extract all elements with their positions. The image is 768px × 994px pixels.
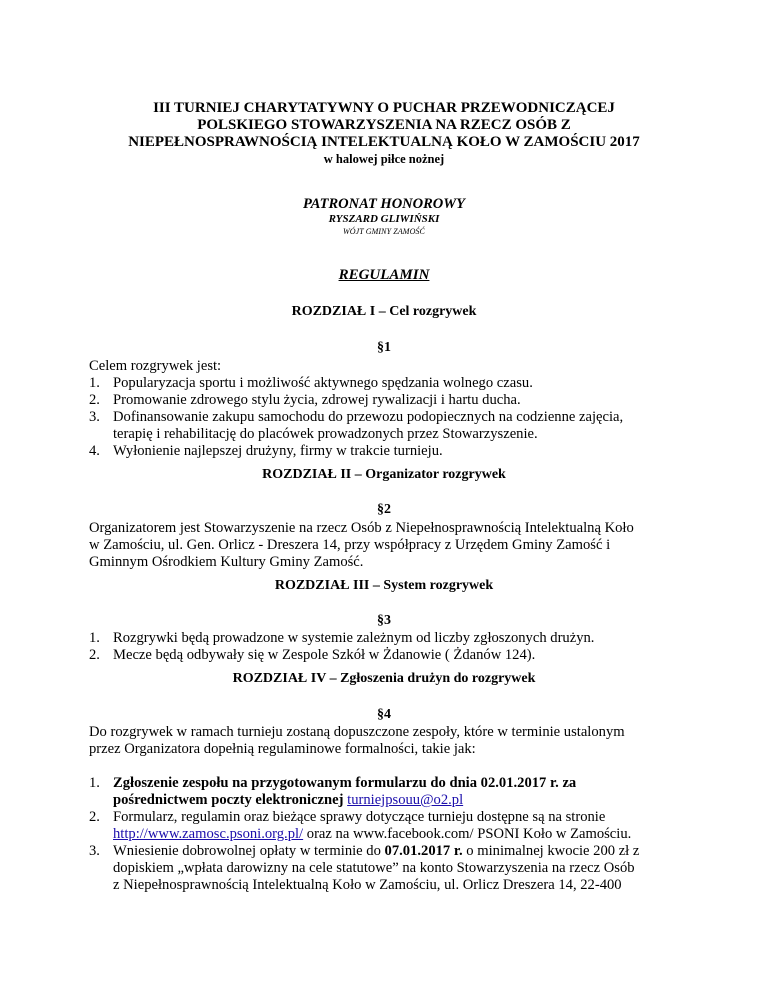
chapter-4-line-1: Do rozgrywek w ramach turnieju zostaną dopuszczone zespoły, które w terminie ustalonym (89, 724, 625, 740)
chapter-2-line-2: w Zamościu, ul. Gen. Orlicz - Dreszera 14, przy współpracy z Urzędem Gminy Zamość i (89, 537, 611, 553)
payment-date: 07.01.2017 r. (384, 843, 463, 859)
patron-role: WÓJT GMINY ZAMOŚĆ (342, 227, 425, 236)
payment-pre-text: Wniesienie dobrowolnej opłaty w terminie do (113, 843, 385, 859)
chapter-2-heading: ROZDZIAŁ II – Organizator rozgrywek (262, 467, 506, 482)
patron-name: RYSZARD GLIWIŃSKI (328, 213, 440, 225)
chapter-4-heading: ROZDZIAŁ IV – Zgłoszenia drużyn do rozgrywek (232, 671, 536, 686)
paragraph-1-mark: §1 (377, 340, 391, 355)
paragraph-2-mark: §2 (377, 502, 391, 517)
title-line-3: NIEPEŁNOSPRAWNOŚCIĄ INTELEKTUALNĄ KOŁO W ZAMOŚCIU 2017 (128, 134, 640, 150)
chapter-2-line-3: Gminnym Ośrodkiem Kultury Gminy Zamość. (89, 554, 364, 570)
regulamin-heading: REGULAMIN (338, 267, 430, 283)
title-line-1: III TURNIEJ CHARYTATYWNY O PUCHAR PRZEWODNICZĄCEJ (153, 100, 615, 116)
chapter-2-line-1: Organizatorem jest Stowarzyszenie na rzecz Osób z Niepełnosprawnością Intelektualną Koło (89, 520, 634, 536)
chapter-1-heading: ROZDZIAŁ I – Cel rozgrywek (291, 304, 477, 319)
chapter-4-line-2: przez Organizatora dopełnią regulaminowe formalności, takie jak: (89, 741, 476, 757)
website-link[interactable]: http://www.zamosc.psoni.org.pl/ (113, 826, 304, 842)
subtitle: w halowej piłce nożnej (323, 152, 445, 166)
email-link[interactable]: turniejpsouu@o2.pl (347, 792, 464, 808)
paragraph-4-mark: §4 (377, 707, 391, 722)
paragraph-3-mark: §3 (377, 613, 391, 628)
payment-post-text: o minimalnej kwocie 200 zł z (462, 843, 640, 859)
email-lead-text: pośrednictwem poczty elektronicznej (113, 792, 344, 808)
patronat-heading: PATRONAT HONOROWY (302, 196, 466, 212)
website-line-rest: oraz na www.facebook.com/ PSONI Koło w Zamościu. (303, 826, 632, 842)
title-line-2: POLSKIEGO STOWARZYSZENIA NA RZECZ OSÓB Z (197, 117, 571, 133)
document-page: III TURNIEJ CHARYTATYWNY O PUCHAR PRZEWODNICZĄCEJ POLSKIEGO STOWARZYSZENIA NA RZECZ OSÓB Z NIEPEŁNOSPRAWNOŚCIĄ INTELEKTUALNĄ KOŁO W ZAMOŚCIU 2017 w halowej piłce nożnej PATRONAT HONOROWY RYSZARD GLIWIŃSKI WÓJT GMINY ZAMOŚĆ REGULAMIN ROZDZIAŁ I – Cel rozgrywek §1 Celem rozgrywek jest: 1. Popularyzacja sportu i możliwość aktywnego spędzania wolnego czasu. 2. Promowanie zdrowego stylu życia, zdrowej rywalizacji i hartu ducha. 3. Dofinansowanie zakupu samochodu do przewozu podopiecznych na codzienne zajęcia, terapię i rehabilitację do placówek prowadzonych przez Stowarzyszenie. 4. Wyłonienie najlepszej drużyny, firmy w trakcie turnieju. ROZDZIAŁ II – Organizator rozgrywek §2 Organizatorem jest Stowarzyszenie na rzecz Osób z Niepełnosprawnością Intelektualną Koło w Zamościu, ul. Gen. Orlicz - Dreszera 14, przy współpracy z Urzędem Gminy Zamość i Gminnym Ośrodkiem Kultury Gminy Zamość. ROZDZIAŁ III – System rozgrywek §3 1. Rozgrywki będą prowadzone w systemie zależnym od liczby zgłoszonych drużyn. 2. Mecze będą odbywały się w Zespole Szkół w Żdanowie ( Żdanów 124). ROZDZIAŁ IV – Zgłoszenia drużyn do rozgrywek §4 Do rozgrywek w ramach turnieju zostaną dopuszczone zespoły, które w terminie ustalonym przez Organizatora dopełnią regulaminowe formalności, takie jak: 1. Zgłoszenie zespołu na przygotowanym formularzu do dnia 02.01.2017 r. za pośrednictwem poczty elektronicznej turniejpsouu@o2.pl 2. Formularz, regulamin oraz bieżące sprawy dotyczące turnieju dostępne są na stronie http://www.zamosc.psoni.org.pl/ oraz na www.facebook.com/ PSONI Koło w Zamościu. 3. Wniesienie dobrowolnej opłaty w terminie do 07.01.2017 r. o minimalnej kwocie 200 zł z dopiskiem „wpłata darowizny na cele statutowe” na konto Stowarzyszenia na rzecz Osób z Niepełnosprawnością Intelektualną Koło w Zamościu, ul. Orlicz Dreszera 14, 22-400 (0, 0, 768, 994)
chapter-3-heading: ROZDZIAŁ III – System rozgrywek (274, 578, 494, 593)
chapter-1-intro: Celem rozgrywek jest: (89, 358, 222, 374)
